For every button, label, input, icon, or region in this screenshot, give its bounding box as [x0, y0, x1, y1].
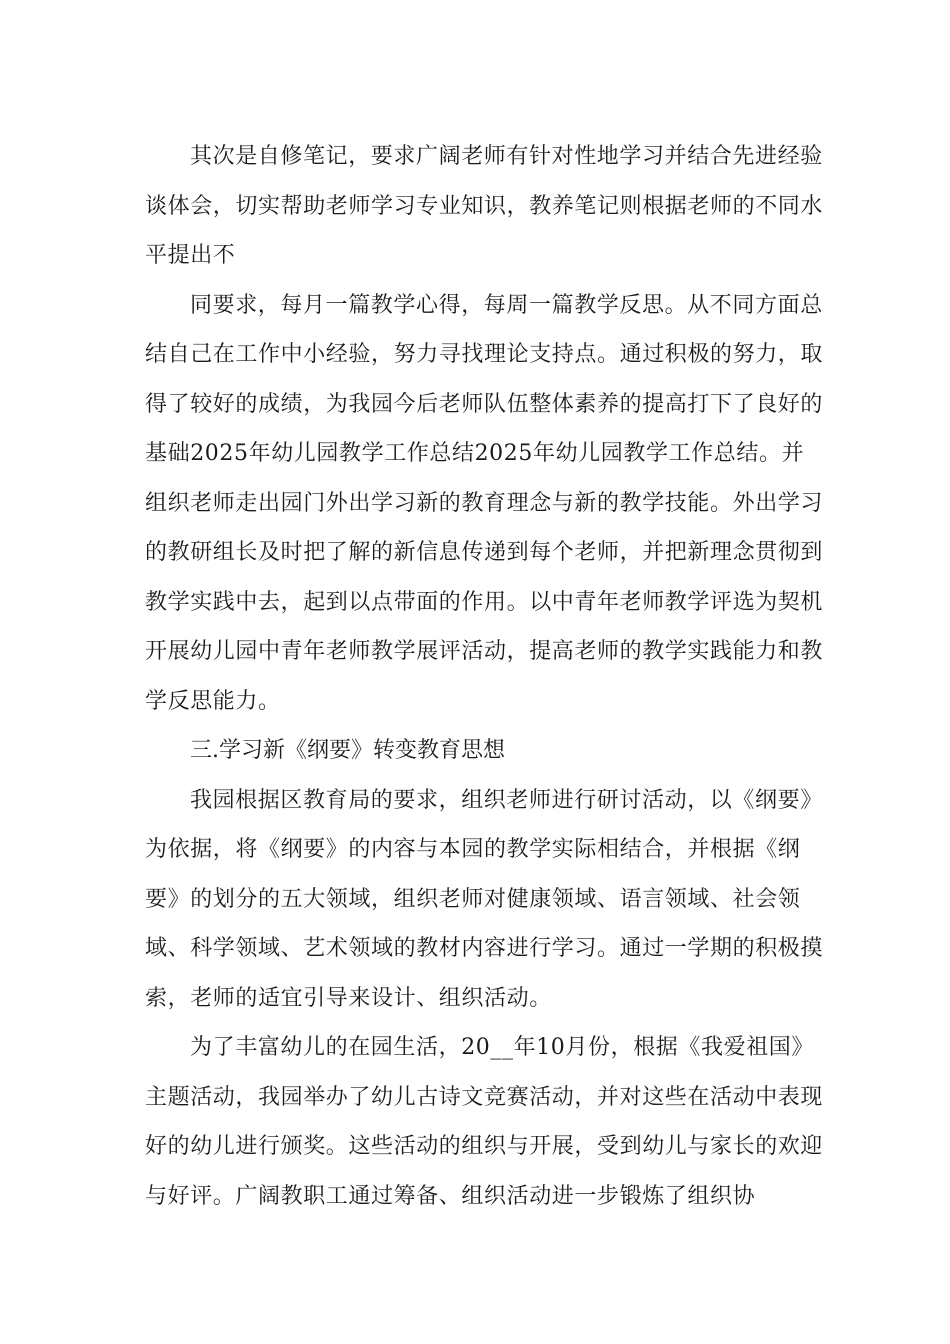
section-heading-3: 三.学习新《纲要》转变教育思想 — [190, 738, 505, 763]
paragraph-outline-study: 我园根据区教育局的要求，组织老师进行研讨活动，以《纲要》为依据，将《纲要》的内容与本园的教学实际相结合，并根据《纲要》的划分的五大领域，组织老师对健康领域、语言领域、社会领域、科学领域、艺术领域的教材内容进行学习。通过一学期的积极摸索，老师的适宜引导来设计、组织活动。 — [145, 787, 824, 1011]
document-body — [145, 132, 825, 1221]
paragraph-self-study-notes: 其次是自修笔记，要求广阔老师有针对性地学习并结合先进经验谈体会，切实帮助老师学习专业知识，教养笔记则根据老师的不同水平提出不 — [145, 144, 824, 268]
paragraph-poetry-contest: 为了丰富幼儿的在园生活，20__年10月份，根据《我爱祖国》主题活动，我园举办了幼儿古诗文竞赛活动，并对这些在活动中表现好的幼儿进行颁奖。这些活动的组织与开展，受到幼儿与家长的欢迎与好评。广阔教职工通过筹备、组织活动进一步锻炼了组织协 — [145, 1035, 824, 1209]
paragraph-teaching-reflection: 同要求，每月一篇教学心得，每周一篇教学反思。从不同方面总结自己在工作中小经验，努力寻找理论支持点。通过积极的努力，取得了较好的成绩，为我园今后老师队伍整体素养的提高打下了良好的基础2025年幼儿园教学工作总结2025年幼儿园教学工作总结。并组织老师走出园门外出学习新的教育理念与新的教学技能。外出学习的教研组长及时把了解的新信息传递到每个老师，并把新理念贯彻到教学实践中去，起到以点带面的作用。以中青年老师教学评选为契机开展幼儿园中青年老师教学展评活动，提高老师的教学实践能力和教学反思能力。 — [145, 292, 824, 714]
